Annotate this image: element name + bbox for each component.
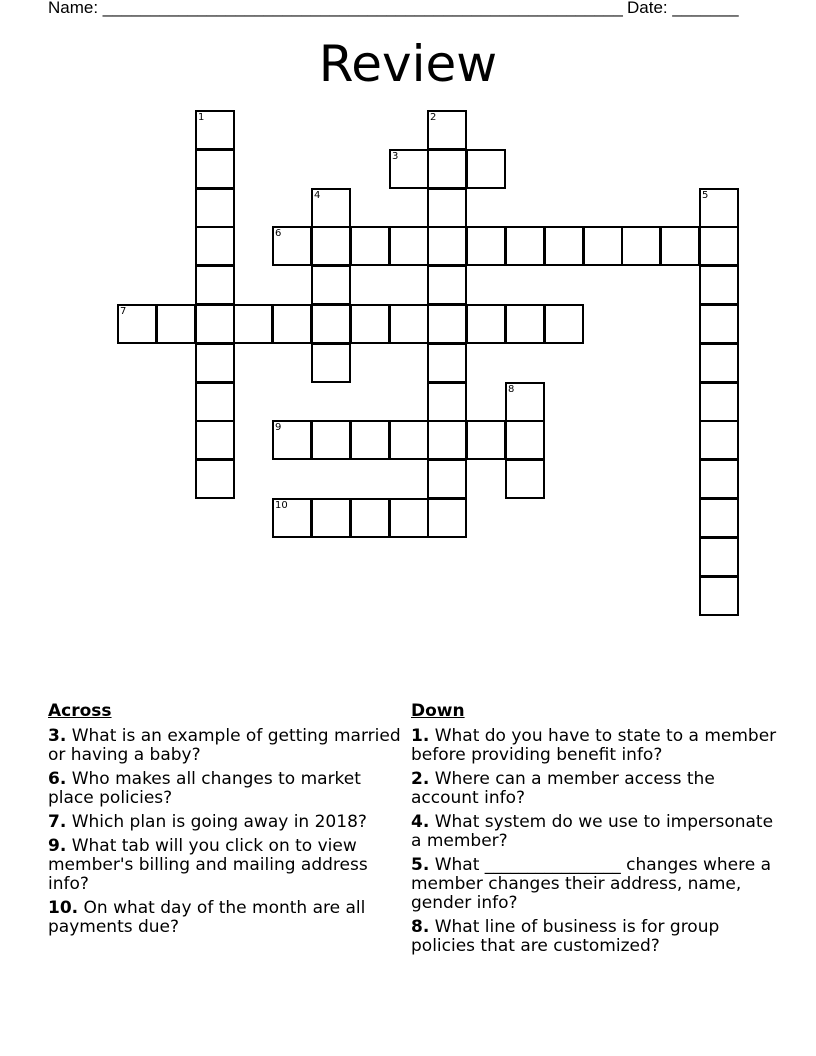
clue-across-6 [48,770,408,808]
cell-clue-number: 2 [430,112,437,123]
grid-cell[interactable] [311,304,351,344]
grid-cell[interactable] [466,149,506,189]
clue-across-3 [48,727,408,765]
grid-cell[interactable] [389,420,429,460]
grid-cell[interactable] [350,304,390,344]
grid-cell[interactable] [466,304,506,344]
grid-cell[interactable] [195,188,235,228]
grid-cell[interactable] [699,420,739,460]
grid-cell[interactable] [699,265,739,305]
clue-down-2 [411,770,781,808]
grid-cell[interactable] [427,420,467,460]
clue-number: 9. [48,836,67,856]
grid-cell[interactable] [427,304,467,344]
clue-number: 6. [48,769,67,789]
grid-cell[interactable] [699,188,739,228]
grid-cell[interactable] [699,382,739,422]
grid-cell[interactable] [583,226,623,266]
grid-cell[interactable] [233,304,273,344]
cell-clue-number: 3 [392,151,399,162]
down-heading: Down [411,701,465,721]
grid-cell[interactable] [427,226,467,266]
grid-cell[interactable] [427,110,467,150]
grid-cell[interactable] [272,420,312,460]
grid-cell[interactable] [699,576,739,616]
grid-cell[interactable] [195,265,235,305]
grid-cell[interactable] [350,498,390,538]
grid-cell[interactable] [699,226,739,266]
cell-clue-number: 1 [198,112,205,123]
clue-down-5 [411,856,781,913]
name-field-label: Name: _______________________________________________________ [48,0,623,17]
clue-text: What do you have to state to a member before providing benefit info? [411,726,777,765]
across-heading: Across [48,701,112,721]
grid-cell[interactable] [389,304,429,344]
cell-clue-number: 5 [702,190,709,201]
clue-number: 3. [48,726,67,746]
grid-cell[interactable] [699,498,739,538]
grid-cell[interactable] [466,226,506,266]
grid-cell[interactable] [427,382,467,422]
clue-number: 8. [411,917,430,937]
clue-text: Which plan is going away in 2018? [66,812,367,832]
grid-cell[interactable] [350,420,390,460]
down-clues [411,702,781,961]
grid-cell[interactable] [195,459,235,499]
clue-down-1 [411,727,781,765]
grid-cell[interactable] [544,304,584,344]
grid-cell[interactable] [156,304,196,344]
grid-cell[interactable] [311,188,351,228]
grid-cell[interactable] [699,459,739,499]
clue-number: 2. [411,769,430,789]
grid-cell[interactable] [660,226,700,266]
cell-clue-number: 7 [120,306,127,317]
cell-clue-number: 6 [275,228,282,239]
grid-cell[interactable] [544,226,584,266]
clue-number: 10. [48,898,79,918]
date-field-label: Date: _______ [627,0,739,17]
clue-number: 4. [411,812,430,832]
grid-cell[interactable] [117,304,157,344]
across-clues [48,702,408,942]
clue-across-10 [48,899,408,937]
clue-across-9 [48,837,408,894]
grid-cell[interactable] [427,149,467,189]
cell-clue-number: 9 [275,422,282,433]
cell-clue-number: 8 [508,384,515,395]
grid-cell[interactable] [427,188,467,228]
grid-cell[interactable] [505,382,545,422]
grid-cell[interactable] [272,498,312,538]
grid-cell[interactable] [466,420,506,460]
clue-text: What system do we use to impersonate a member? [411,812,774,851]
grid-cell[interactable] [505,459,545,499]
puzzle-title: Review [318,35,498,93]
clue-text: Who makes all changes to market place policies? [48,769,361,808]
grid-cell[interactable] [621,226,661,266]
clue-number: 5. [411,855,430,875]
grid-cell[interactable] [350,226,390,266]
grid-cell[interactable] [505,304,545,344]
clue-number: 1. [411,726,430,746]
grid-cell[interactable] [195,304,235,344]
grid-cell[interactable] [389,498,429,538]
grid-cell[interactable] [505,226,545,266]
grid-cell[interactable] [311,343,351,383]
grid-cell[interactable] [195,110,235,150]
grid-cell[interactable] [272,304,312,344]
clue-across-7 [48,813,408,832]
grid-cell[interactable] [699,343,739,383]
clue-text: What ________________ changes where a member changes their address, name, gender info? [411,855,772,913]
grid-cell[interactable] [427,459,467,499]
cell-clue-number: 10 [275,500,288,511]
clue-down-8 [411,918,781,956]
grid-cell[interactable] [311,265,351,305]
grid-cell[interactable] [195,149,235,189]
grid-cell[interactable] [195,343,235,383]
grid-cell[interactable] [195,420,235,460]
grid-cell[interactable] [311,226,351,266]
grid-cell[interactable] [427,498,467,538]
grid-cell[interactable] [195,382,235,422]
grid-cell[interactable] [311,498,351,538]
grid-cell[interactable] [195,226,235,266]
cell-clue-number: 4 [314,190,321,201]
grid-cell[interactable] [389,149,429,189]
grid-cell[interactable] [427,343,467,383]
clue-text: What tab will you click on to view member's billing and mailing address info? [48,836,368,894]
clue-text: What is an example of getting married or having a baby? [48,726,401,765]
grid-cell[interactable] [272,226,312,266]
clue-down-4 [411,813,781,851]
clue-text: On what day of the month are all payments due? [48,898,366,937]
grid-cell[interactable] [389,226,429,266]
page-header [0,0,816,20]
clue-text: Where can a member access the account info? [411,769,715,808]
grid-cell[interactable] [699,537,739,577]
grid-cell[interactable] [505,420,545,460]
clue-number: 7. [48,812,67,832]
clue-text: What line of business is for group policies that are customized? [411,917,720,956]
grid-cell[interactable] [699,304,739,344]
grid-cell[interactable] [311,420,351,460]
grid-cell[interactable] [427,265,467,305]
